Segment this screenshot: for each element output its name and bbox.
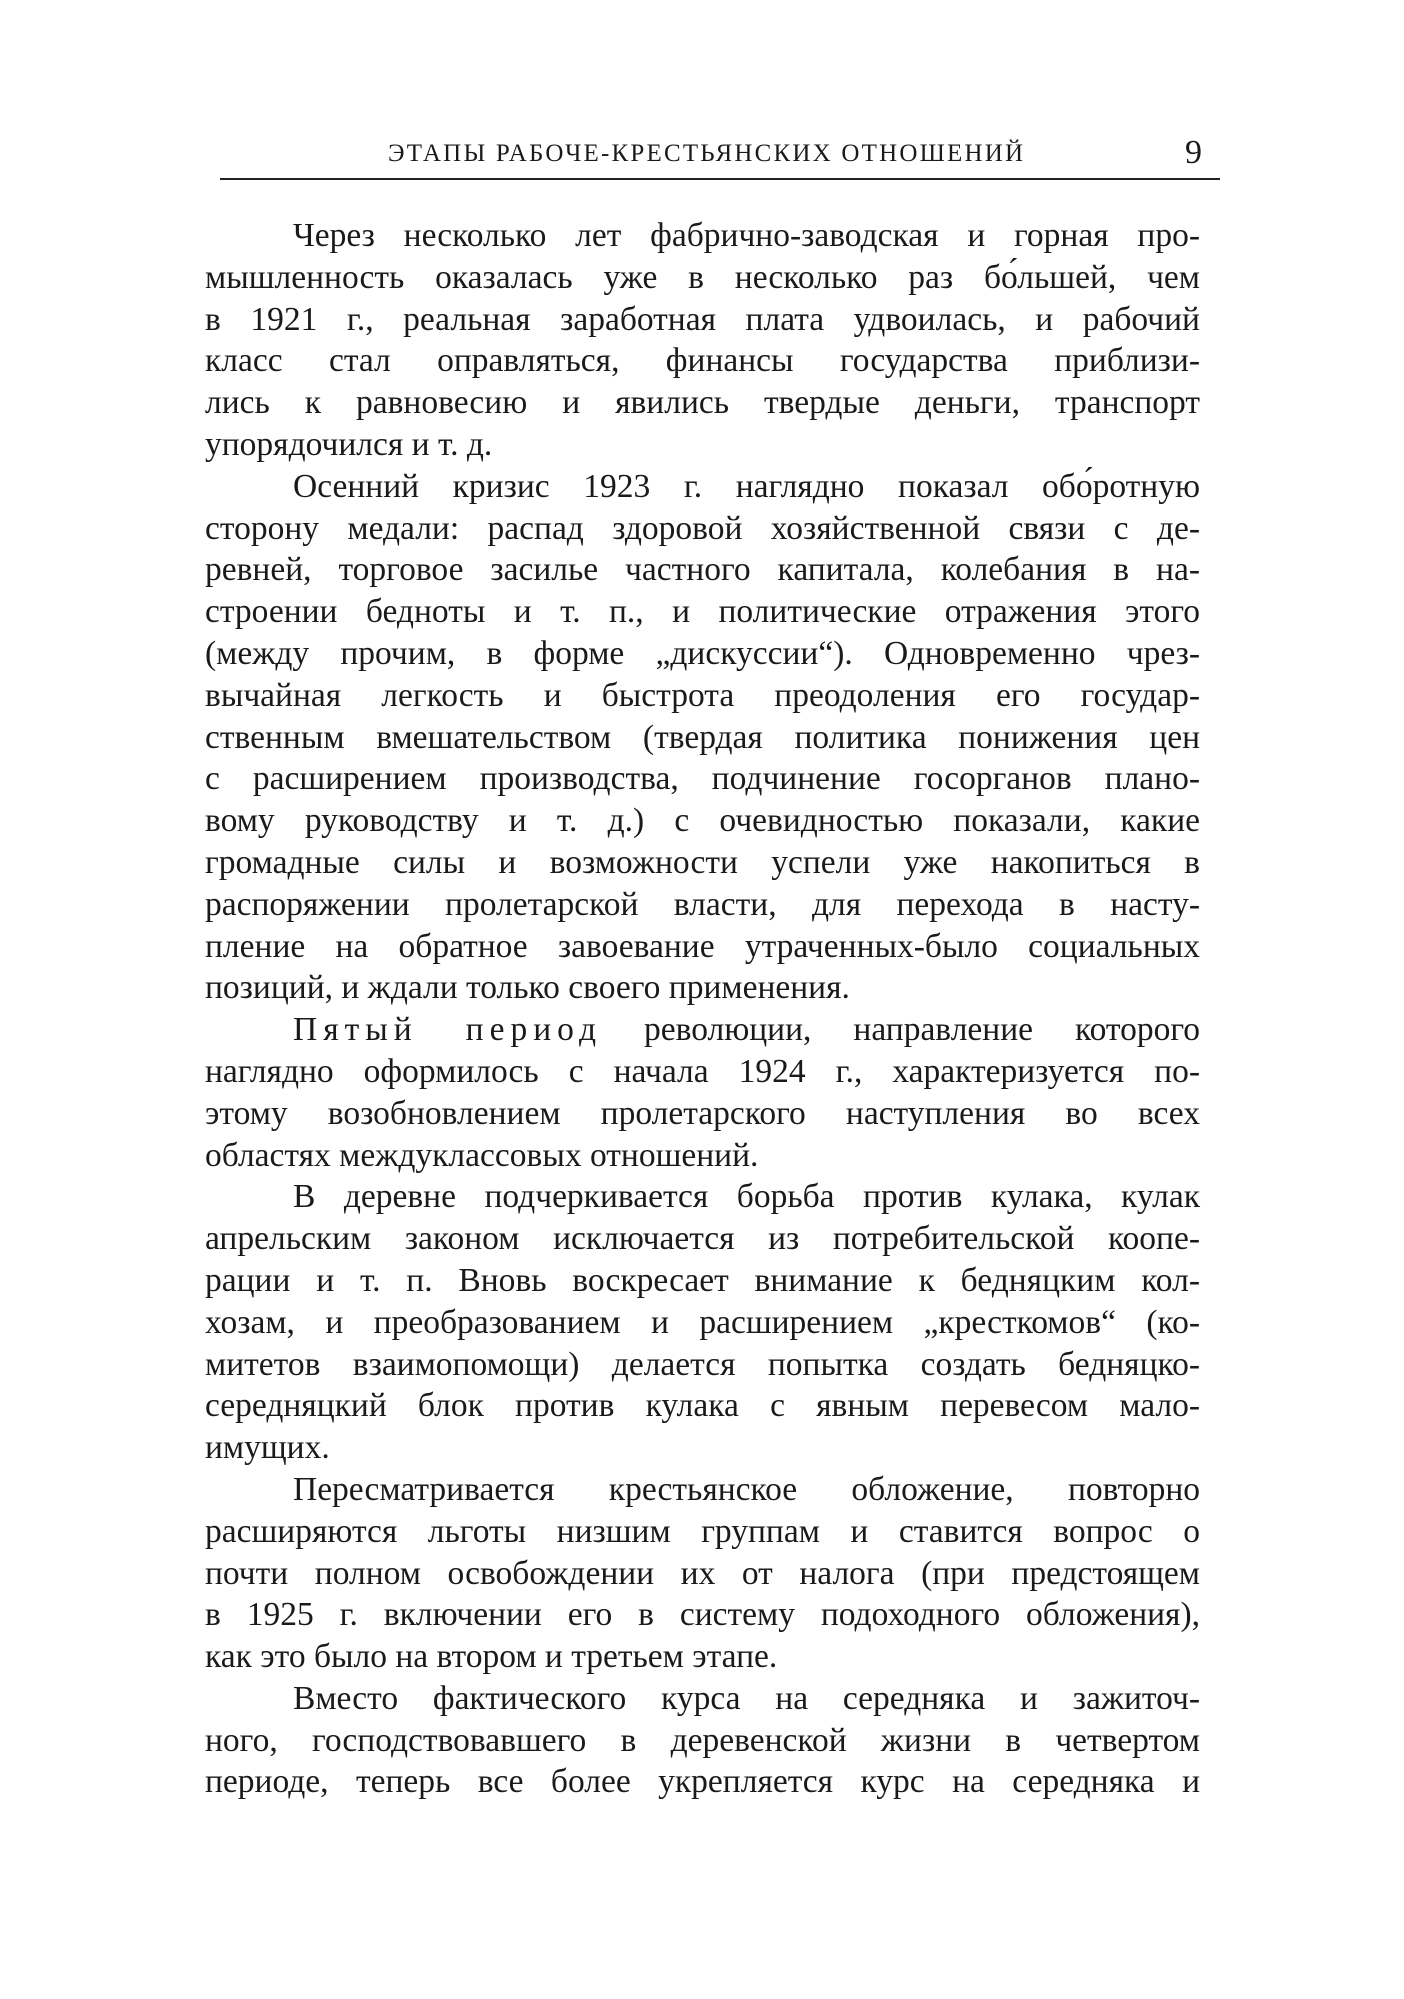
text-line: В деревне подчеркивается борьба против кулака, кулак [293,1178,1200,1216]
text-line [205,1009,1200,1051]
paragraph-6 [205,1678,1200,1803]
text-line: в 1921 г., реальная заработная плата удвоилась, и рабочий [205,300,1200,338]
text-line: пление на обратное завоевание утраченных-было социальных [205,927,1200,965]
text-line: класс стал оправляться, финансы государства приблизи- [205,342,1200,380]
paragraph-4 [205,1176,1200,1469]
spaced-emphasis: Пятый период [293,1011,602,1049]
text-line: почти полном освобождении их от налога (при предстоящем [205,1554,1200,1592]
text-line: ревней, торговое засилье частного капитала, колебания в на- [205,551,1200,589]
text-line: Пересматривается крестьянское обложение, повторно [293,1470,1200,1508]
text-line: имущих. [205,1429,330,1467]
text-line: областях междуклассовых отношений. [205,1136,759,1174]
text-line: рации и т. п. Вновь воскресает внимание к бедняцким кол- [205,1261,1200,1299]
paragraph-5 [205,1469,1200,1678]
text-line: хозам, и преобразованием и расширением „кресткомов“ (ко- [205,1303,1200,1341]
text-line: с расширением производства, подчинение госорганов плано- [205,760,1200,798]
paragraph-1 [205,215,1200,466]
text-line: лись к равновесию и явились твердые деньги, транспорт [205,384,1200,422]
paragraph-2 [205,466,1200,1009]
text-line: мышленность оказалась уже в несколько раз бо́льшей, чем [205,258,1200,296]
text-line: упорядочился и т. д. [205,425,493,463]
page-number: 9 [1185,134,1202,171]
text-fragment: революции, направление которого [601,1011,1200,1049]
text-line: середняцкий блок против кулака с явным перевесом мало- [205,1387,1200,1425]
text-line: ственным вмешательством (твердая политика понижения цен [205,718,1200,756]
running-title: ЭТАПЫ РАБОЧЕ-КРЕСТЬЯНСКИХ ОТНОШЕНИЙ [388,140,1026,167]
paragraph-3 [205,1009,1200,1176]
text-line: сторону медали: распад здоровой хозяйственной связи с де- [205,509,1200,547]
text-line: позиций, и ждали только своего применения. [205,969,850,1007]
text-line: громадные силы и возможности успели уже накопиться в [205,843,1200,881]
text-line: в 1925 г. включении его в систему подоходного обложения), [205,1596,1200,1634]
text-line: расширяются льготы низшим группам и ставится вопрос о [205,1512,1200,1550]
header-rule [220,178,1220,180]
text-line: ного, господствовавшего в деревенской жизни в четвертом [205,1721,1200,1759]
body-text [205,215,1200,1803]
text-line: Через несколько лет фабрично-заводская и горная про- [293,217,1200,254]
text-line: строении бедноты и т. п., и политические отражения этого [205,593,1200,631]
text-line: как это было на втором и третьем этапе. [205,1638,778,1676]
text-line: Вместо фактического курса на середняка и зажиточ- [293,1679,1200,1717]
text-line: этому возобновлением пролетарского наступления во всех [205,1094,1200,1132]
text-line: вычайная легкость и быстрота преодоления его государ- [205,676,1200,714]
text-line: апрельским законом исключается из потребительской коопе- [205,1220,1200,1258]
text-line: Осенний кризис 1923 г. наглядно показал обо́ротную [293,467,1200,505]
text-line: вому руководству и т. д.) с очевидностью показали, какие [205,802,1200,840]
running-head [220,136,1220,180]
text-line: (между прочим, в форме „дискуссии“). Одновременно чрез- [205,634,1200,672]
text-line: митетов взаимопомощи) делается попытка создать бедняцко- [205,1345,1200,1383]
text-line: распоряжении пролетарской власти, для перехода в насту- [205,885,1200,923]
text-line: периоде, теперь все более укрепляется курс на середняка и [205,1763,1200,1801]
text-line: наглядно оформилось с начала 1924 г., характеризуется по- [205,1052,1200,1090]
